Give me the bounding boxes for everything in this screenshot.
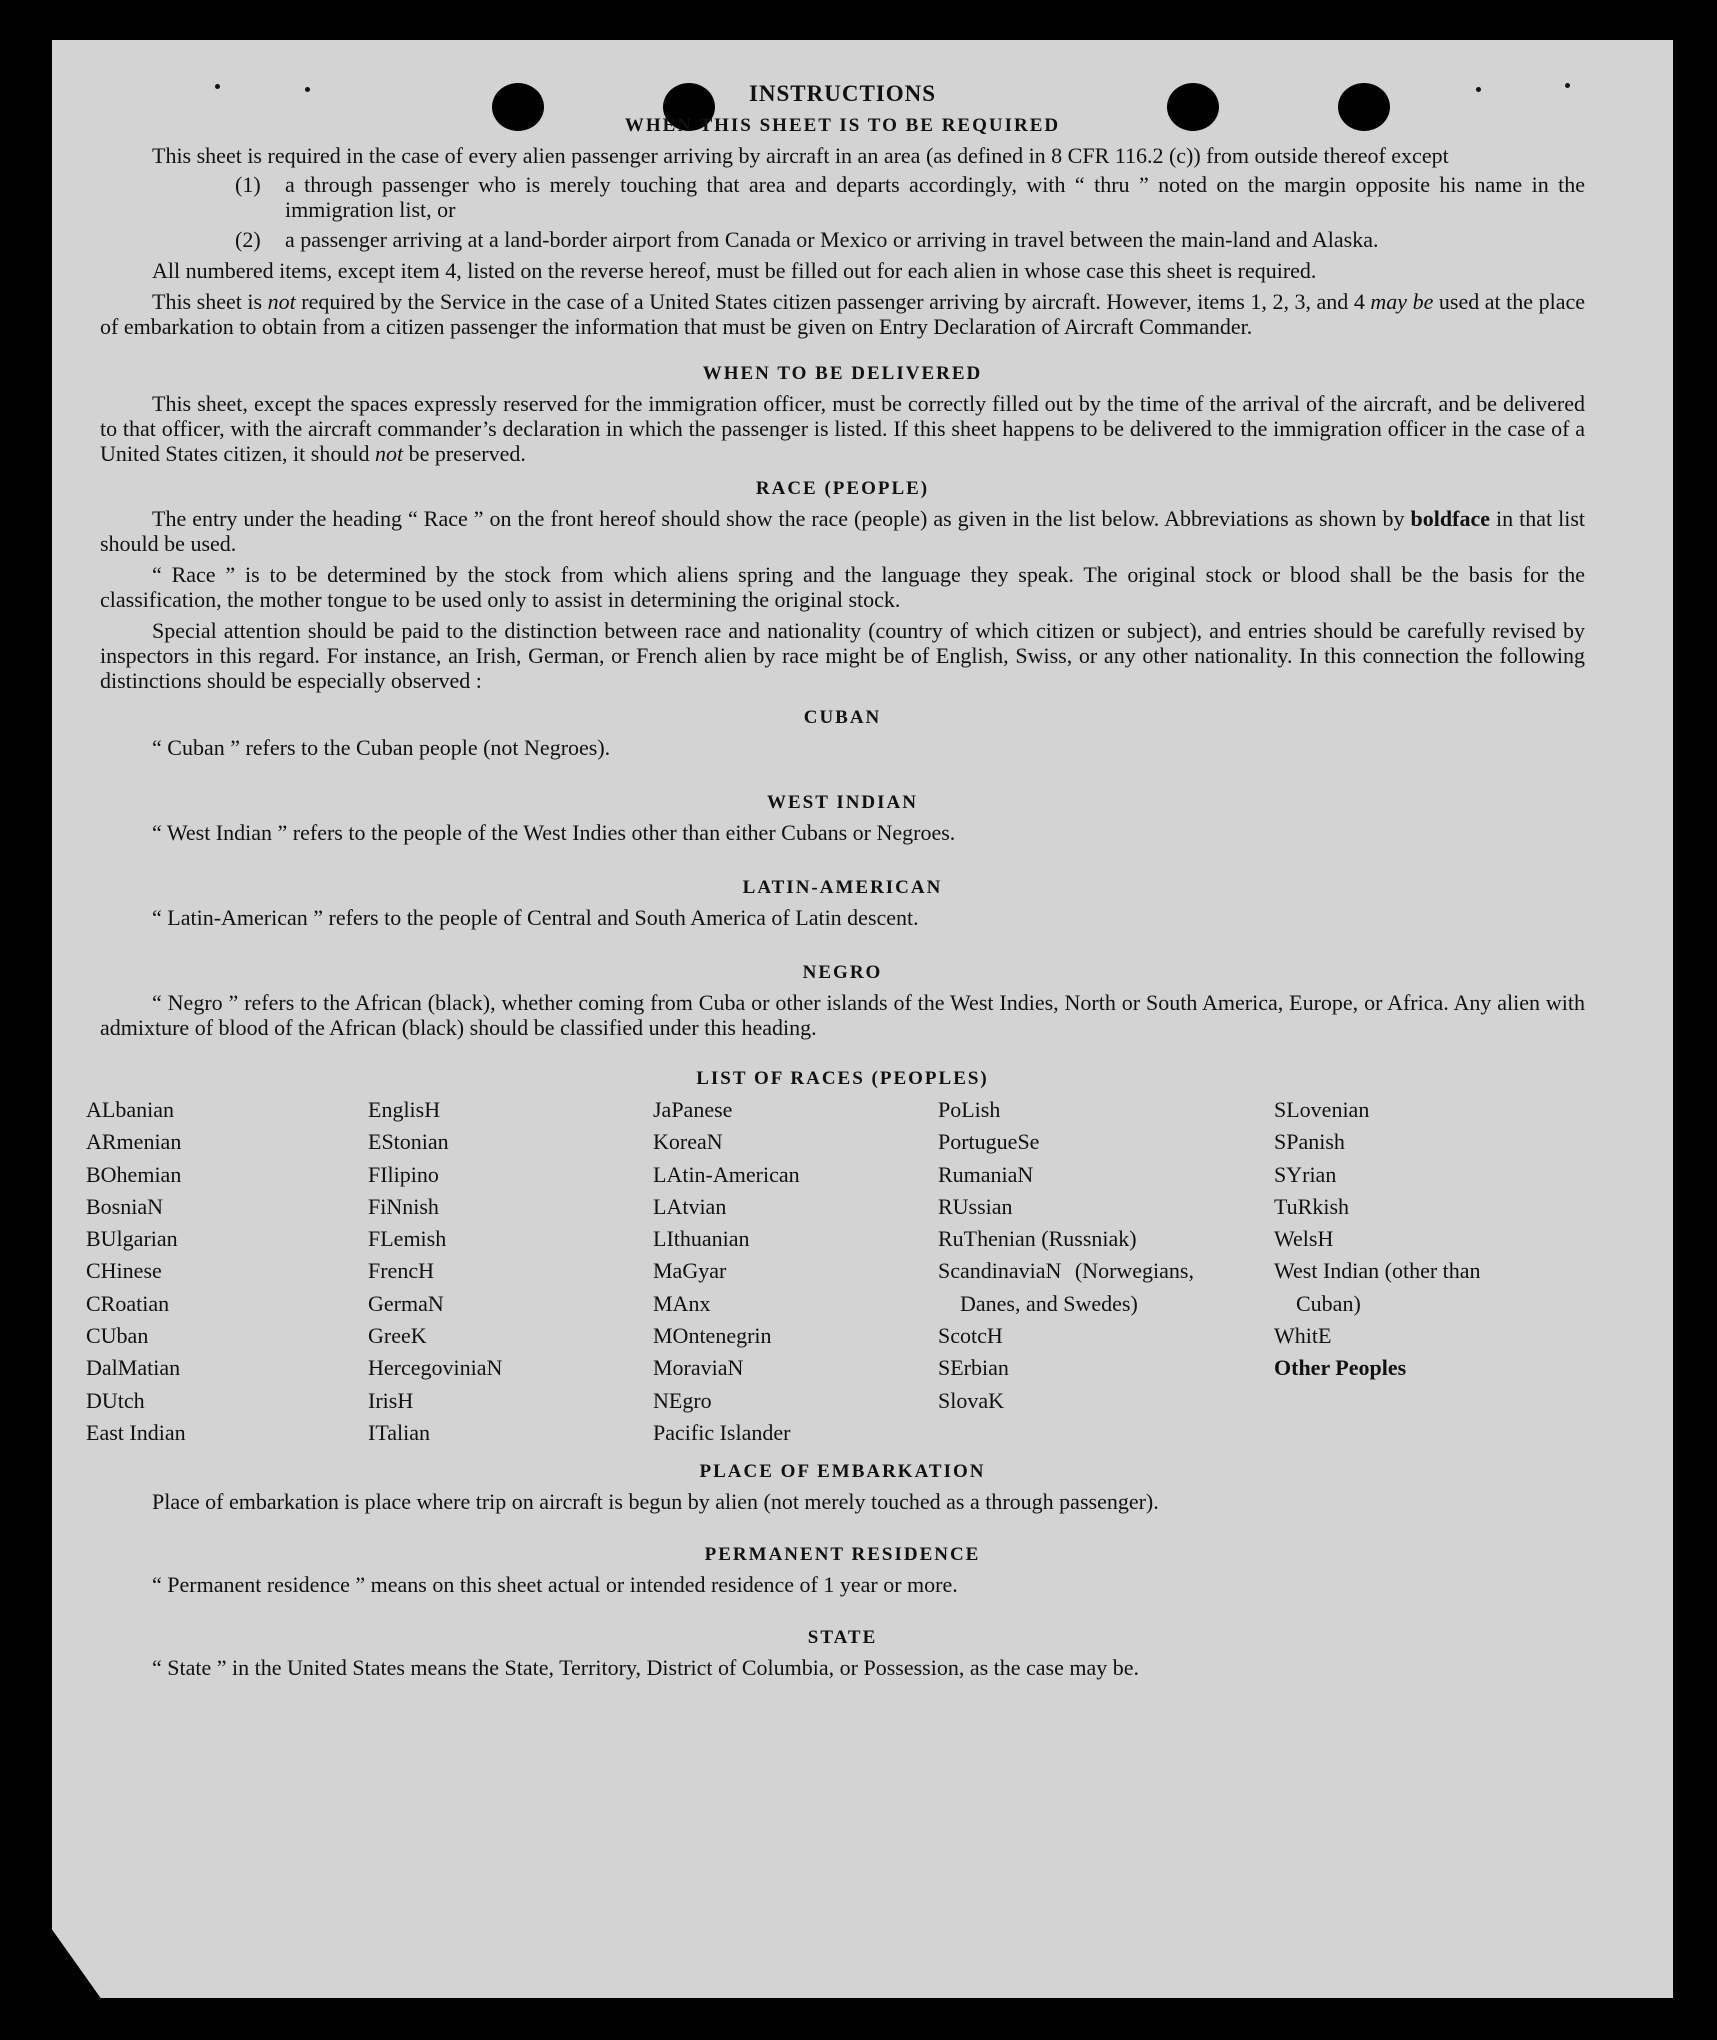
race-item: FrencH — [368, 1258, 434, 1284]
race-item: FLemish — [368, 1226, 447, 1252]
heading-place-of-embarkation: PLACE OF EMBARKATION — [699, 1461, 986, 1483]
race-item: BUlgarian — [86, 1226, 178, 1252]
race-item: West Indian (other than Cuban) — [1274, 1258, 1481, 1316]
race-item: BosniaN — [86, 1193, 163, 1219]
paragraph-negro: “ Negro ” refers to the African (black), whether coming from Cuba or other islands of the West Indies, North or South America, Europe, or Africa. Any alien with admixture of blood of the African (black) should be classified under this heading. — [100, 990, 1585, 1040]
item-number: (1) — [235, 172, 261, 197]
item-text: a passenger arriving at a land-border airport from Canada or Mexico or arriving in travel between the main-land and Alaska. — [285, 227, 1379, 252]
paragraph-numbered-items: All numbered items, except item 4, listed on the reverse hereof, must be filled out for each alien in whose case this sheet is required. — [152, 258, 1317, 283]
race-item: Other Peoples — [1274, 1355, 1407, 1381]
race-column — [1274, 1094, 1514, 1449]
race-item: ScandinaviaN (Norwegians, Danes, and Swedes) — [938, 1258, 1194, 1316]
page-title: INSTRUCTIONS — [748, 81, 937, 106]
race-item: CUban — [86, 1323, 149, 1349]
race-item: GermaN — [368, 1290, 444, 1316]
heading-permanent-residence: PERMANENT RESIDENCE — [704, 1544, 981, 1566]
race-item: MAnx — [653, 1290, 711, 1316]
race-item: LAtin-American — [653, 1161, 800, 1187]
race-item: DalMatian — [86, 1355, 181, 1381]
paragraph-cuban: “ Cuban ” refers to the Cuban people (not Negroes). — [152, 735, 611, 760]
race-item: ALbanian — [86, 1097, 174, 1122]
race-item: PoLish — [938, 1097, 1001, 1122]
race-item: FIlipino — [368, 1161, 439, 1187]
paragraph-west-indian: “ West Indian ” refers to the people of the West Indies other than either Cubans or Negroes. — [152, 820, 956, 845]
race-item: CRoatian — [86, 1290, 170, 1316]
race-item: KoreaN — [653, 1129, 723, 1155]
item-number: (2) — [235, 227, 261, 252]
race-item: IrisH — [368, 1387, 414, 1413]
race-item: SLovenian — [1274, 1097, 1370, 1122]
paragraph-state: “ State ” in the United States means the State, Territory, District of Columbia, or Possession, as the case may be. — [152, 1655, 1140, 1681]
instructions-content — [86, 81, 1586, 1681]
race-item: EnglisH — [368, 1097, 441, 1122]
paragraph-race-entry: The entry under the heading “ Race ” on the front hereof should show the race (people) as given in the list below. Abbreviations as shown by boldface in that list should be used. — [100, 506, 1586, 556]
item-text: a through passenger who is merely touching that area and departs accordingly, with “ thru ” noted on the margin opposite his name in the immigration list, or — [285, 172, 1585, 222]
heading-latin-american: LATIN-AMERICAN — [742, 877, 943, 898]
paragraph-when-required-intro: This sheet is required in the case of every alien passenger arriving by aircraft in an area (as defined in 8 CFR 116.2 (c)) from outside thereof except — [152, 143, 1449, 168]
race-item: HercegoviniaN — [368, 1355, 503, 1381]
race-item: PortugueSe — [938, 1129, 1040, 1155]
race-item: RuThenian (Russniak) — [938, 1226, 1137, 1252]
race-item: ScotcH — [938, 1323, 1003, 1349]
race-item: SPanish — [1274, 1129, 1345, 1155]
heading-state: STATE — [807, 1627, 878, 1649]
race-item: WhitE — [1274, 1323, 1332, 1349]
race-item: JaPanese — [653, 1097, 733, 1122]
race-column — [653, 1094, 938, 1449]
race-item: LAtvian — [653, 1193, 727, 1219]
race-item: ITalian — [368, 1419, 430, 1445]
paragraph-citizen: This sheet is not required by the Service in the case of a United States citizen passenger arriving by aircraft. However, items 1, 2, 3, and 4 may be used at the place of embarkation to obtain from a citizen passenger the information that must be given on Entry Declaration of Aircraft Commander. — [100, 289, 1585, 339]
race-item: MaGyar — [653, 1258, 727, 1284]
paragraph-residence: “ Permanent residence ” means on this sheet actual or intended residence of 1 year or more. — [152, 1572, 958, 1598]
heading-negro: NEGRO — [802, 962, 883, 983]
race-item: BOhemian — [86, 1161, 182, 1187]
race-item: DUtch — [86, 1387, 145, 1413]
race-item: EStonian — [368, 1129, 449, 1155]
race-item: RUssian — [938, 1193, 1013, 1219]
list-item — [235, 172, 1585, 222]
race-column — [368, 1094, 653, 1449]
race-item: SYrian — [1274, 1161, 1337, 1187]
heading-when-delivered: WHEN TO BE DELIVERED — [702, 363, 983, 384]
race-item: SErbian — [938, 1355, 1009, 1381]
paragraph-embarkation: Place of embarkation is place where trip on aircraft is begun by alien (not merely touched as a through passenger). — [152, 1489, 1159, 1515]
race-item: CHinese — [86, 1258, 162, 1284]
race-item: FiNnish — [368, 1193, 439, 1219]
paragraph-race-stock: “ Race ” is to be determined by the stock from which aliens spring and the language they speak. The original stock or blood shall be the basis for the classification, the mother tongue to be used only to assist in determining the original stock. — [100, 562, 1585, 612]
race-item: NEgro — [653, 1387, 712, 1413]
race-item: TuRkish — [1274, 1193, 1350, 1219]
race-item: GreeK — [368, 1323, 427, 1349]
race-item: WelsH — [1274, 1226, 1334, 1252]
list-item — [235, 227, 1585, 252]
race-item: RumaniaN — [938, 1161, 1034, 1187]
race-item: MOntenegrin — [653, 1323, 772, 1349]
paragraph-delivered: This sheet, except the spaces expressly reserved for the immigration officer, must be correctly filled out by the time of the arrival of the aircraft, and be delivered to that officer, with the aircraft commander’s declaration in which the passenger is listed. If this sheet happens to be delivered to the immigration officer in the case of a United States citizen, it should not be preserved. — [100, 391, 1585, 466]
heading-when-required: WHEN THIS SHEET IS TO BE REQUIRED — [624, 115, 1061, 136]
race-item: LIthuanian — [653, 1226, 750, 1252]
heading-list-of-races: LIST OF RACES (PEOPLES) — [696, 1068, 989, 1089]
race-item: Pacific Islander — [653, 1419, 791, 1445]
heading-cuban: CUBAN — [803, 707, 882, 728]
race-item: ARmenian — [86, 1129, 182, 1155]
paragraph-latin-american: “ Latin-American ” refers to the people of Central and South America of Latin descent. — [152, 905, 919, 930]
race-column — [86, 1094, 368, 1449]
race-item: MoraviaN — [653, 1355, 744, 1381]
race-item: SlovaK — [938, 1387, 1004, 1413]
race-item: East Indian — [86, 1419, 186, 1445]
paragraph-race-nationality: Special attention should be paid to the distinction between race and nationality (country of which citizen or subject), and entries should be carefully revised by inspectors in this regard. For instance, an Irish, German, or French alien by race might be of English, Swiss, or any other nationality. In this connection the following distinctions should be especially observed : — [100, 618, 1585, 693]
race-column — [938, 1094, 1194, 1449]
heading-west-indian: WEST INDIAN — [767, 792, 918, 813]
heading-race: RACE (PEOPLE) — [755, 478, 930, 499]
race-list — [86, 1094, 1585, 1449]
